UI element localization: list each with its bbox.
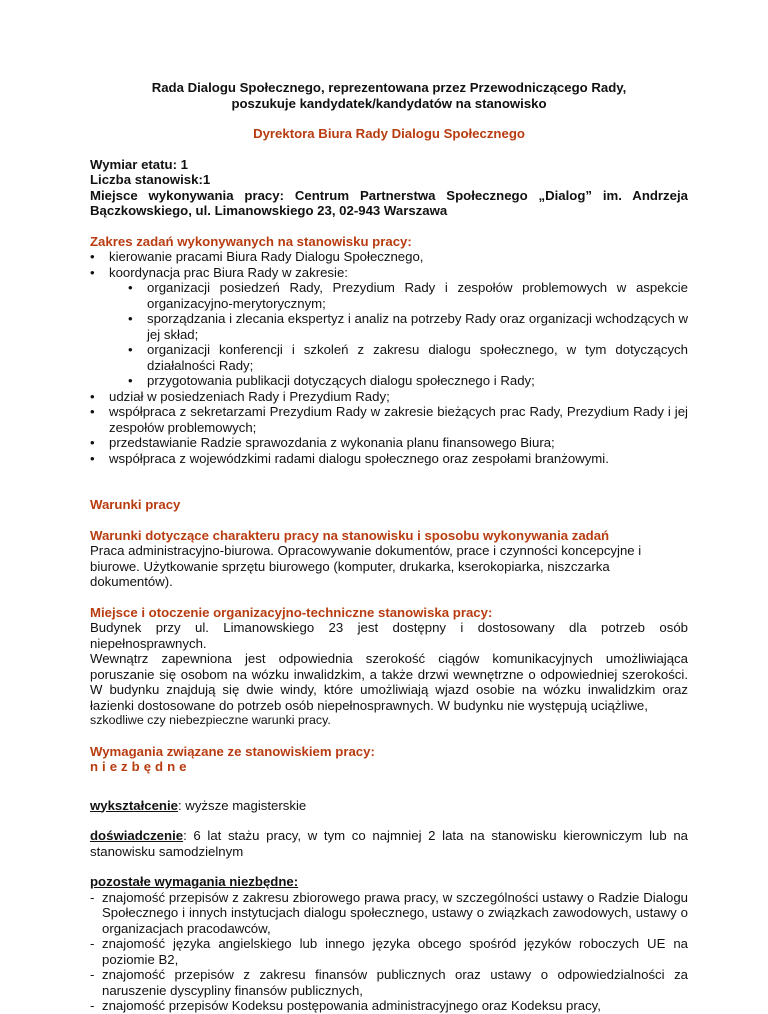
- wyksztalcenie: [90, 798, 688, 814]
- miejsce-heading: Miejsce i otoczenie organizacyjno-techniczne stanowiska pracy:: [90, 604, 493, 620]
- announcement-line-2: poszukuje kandydatek/kandydatów na stanowisko: [231, 95, 547, 111]
- position-title: Dyrektora Biura Rady Dialogu Społecznego: [253, 126, 525, 141]
- wyksztalcenie-label: wykształcenie: [90, 797, 178, 813]
- requirement-item: - znajomość języka angielskiego lub innego języka obcego spośród języków roboczych UE na poziomie B2,: [90, 936, 688, 967]
- list-item: • współpraca z sekretarzami Prezydium Rady w zakresie bieżących prac Rady, Prezydium Rady i jej zespołów problemowych;: [90, 404, 688, 435]
- requirement-item: - znajomość przepisów z zakresu finansów publicznych oraz ustawy o odpowiedzialności za naruszenie dyscypliny finansów publicznych,: [90, 967, 688, 998]
- wymagania-heading: Wymagania związane ze stanowiskiem pracy:: [90, 743, 375, 759]
- niezbedne-label: niezbędne: [90, 759, 191, 774]
- miejsce-pracy: Miejsce wykonywania pracy: Centrum Partnerstwa Społecznego „Dialog” im. Andrzeja Bączkowskiego, ul. Limanowskiego 23, 02-943 Warszawa: [90, 187, 688, 218]
- sublist-item: • sporządzania i zlecania ekspertyz i analiz na potrzeby Rady oraz organizacji wchodzących w jej skład;: [109, 311, 688, 342]
- zakres-heading: Zakres zadań wykonywanych na stanowisku pracy:: [90, 233, 412, 249]
- sublist-item: • organizacji konferencji i szkoleń z zakresu dialogu społecznego, w tym dotyczących działalności Rady;: [109, 342, 688, 373]
- charakter-text: Praca administracyjno-biurowa. Opracowywanie dokumentów, prace i czynności koncepcyjne i biurowe. Użytkowanie sprzętu biurowego (komputer, drukarka, kserokopiarka, niszczarka dokumentów).: [90, 543, 642, 589]
- requirement-item: - znajomość przepisów Kodeksu postępowania administracyjnego oraz Kodeksu pracy,: [90, 998, 688, 1014]
- document-content: [90, 80, 688, 1014]
- doswiadczenie-label: doświadczenie: [90, 828, 184, 843]
- wymiar-etatu: Wymiar etatu: 1: [90, 156, 188, 172]
- liczba-stanowisk: Liczba stanowisk:1: [90, 172, 211, 187]
- pozostale-heading: pozostałe wymagania niezbędne:: [90, 874, 299, 889]
- warunki-heading: Warunki pracy: [90, 497, 181, 512]
- doswiadczenie: [90, 828, 688, 859]
- miejsce-text-3: szkodliwe czy niebezpieczne warunki pracy.: [90, 713, 331, 727]
- list-item: • współpraca z wojewódzkimi radami dialogu społecznego oraz zespołami branżowymi.: [90, 451, 688, 467]
- announcement-line-1: Rada Dialogu Społecznego, reprezentowana przez Przewodniczącego Rady,: [151, 80, 627, 95]
- miejsce-text-1: Budynek przy ul. Limanowskiego 23 jest dostępny i dostosowany dla potrzeb osób niepełnosprawnych.: [90, 620, 688, 651]
- list-item: [90, 265, 688, 389]
- requirements-list: [90, 890, 688, 1014]
- sublist: [109, 280, 688, 389]
- list-item: • przedstawianie Radzie sprawozdania z wykonania planu finansowego Biura;: [90, 435, 688, 451]
- sublist-item: • organizacji posiedzeń Rady, Prezydium Rady i zespołów problemowych w aspekcie organizacyjno-merytorycznym;: [109, 280, 688, 311]
- list-item: • kierowanie pracami Biura Rady Dialogu Społecznego,: [90, 249, 688, 265]
- requirement-item: - znajomość przepisów z zakresu zbiorowego prawa pracy, w szczególności ustawy o Radzie Dialogu Społecznego i innych instytucjach dialogu społecznego, ustawy o związkach zawodowych, ustawy o organizacjach pracodawców,: [90, 890, 688, 937]
- list-item: • udział w posiedzeniach Rady i Prezydium Rady;: [90, 389, 688, 405]
- zakres-list: [90, 249, 688, 466]
- miejsce-text-2: Wewnątrz zapewniona jest odpowiednia szerokość ciągów komunikacyjnych umożliwiająca poruszanie się osobom na wózku inwalidzkim, a także drzwi wewnętrzne o odpowiedniej szerokości. W budynku znajdują się dwie windy, które umożliwiają wjazd osobie na wózku inwalidzkim oraz łazienki dostosowane do potrzeb osób niepełnosprawnych. W budynku nie występują uciążliwe,: [90, 651, 688, 713]
- sublist-item: • przygotowania publikacji dotyczących dialogu społecznego i Rady;: [109, 373, 688, 389]
- list-item-text: koordynacja prac Biura Rady w zakresie:: [109, 264, 348, 280]
- charakter-heading: Warunki dotyczące charakteru pracy na stanowisku i sposobu wykonywania zadań: [90, 527, 610, 543]
- wyksztalcenie-value: : wyższe magisterskie: [177, 797, 307, 813]
- doswiadczenie-value: : 6 lat stażu pracy, w tym co najmniej 2 lata na stanowisku kierowniczym lub na stanowisku samodzielnym: [90, 828, 688, 859]
